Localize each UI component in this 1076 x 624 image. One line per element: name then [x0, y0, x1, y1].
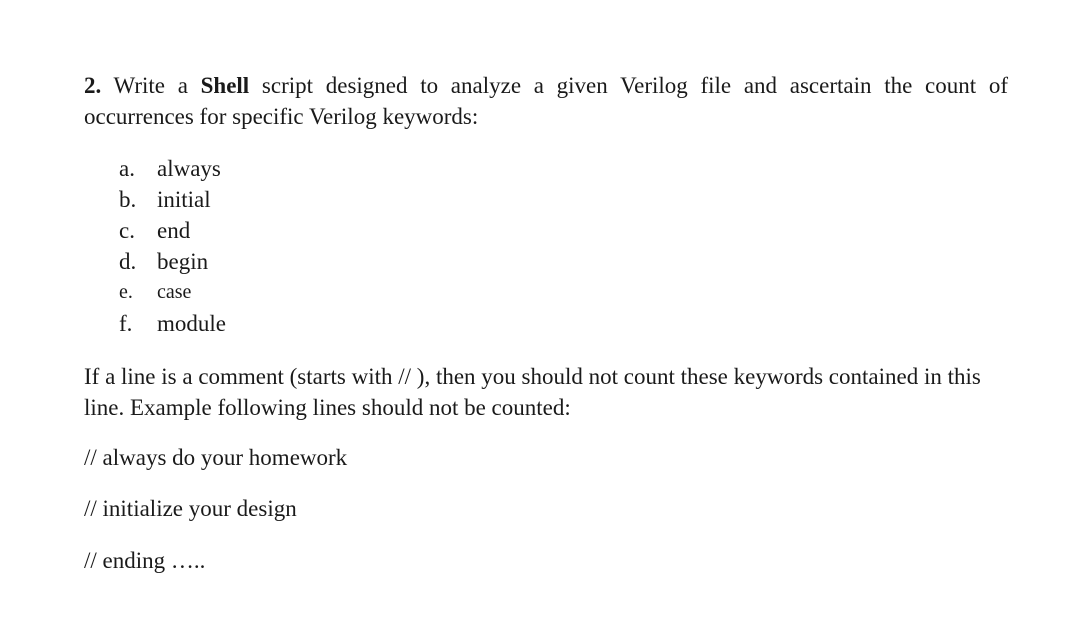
keyword-item-end [119, 215, 226, 246]
keyword-item-begin [119, 246, 226, 277]
comment-note-paragraph: If a line is a comment (starts with // ), then you should not count these keywords contained in this line. Example following lines should not be counted: [84, 364, 981, 420]
example-comment-line: // ending ….. [84, 548, 206, 573]
keyword-marker: a. [119, 156, 135, 181]
keyword-text: always [157, 156, 221, 181]
keyword-marker: b. [119, 187, 137, 212]
keyword-item-always [119, 153, 226, 184]
keyword-marker: d. [119, 249, 137, 274]
example-comment-line: // initialize your design [84, 496, 297, 521]
question-paragraph [84, 70, 1008, 132]
keyword-item-initial [119, 184, 226, 215]
question-bold-word: Shell [200, 73, 250, 98]
keyword-text: module [157, 311, 226, 336]
keyword-text: end [157, 218, 191, 243]
example-comment-line: // always do your homework [84, 445, 348, 470]
keyword-item-module [119, 308, 226, 339]
question-suffix: script designed to analyze a given Verilog file and ascertain the count of occurrences for specific Verilog keywords: [84, 73, 1008, 129]
keyword-text: begin [157, 249, 209, 274]
keyword-marker: c. [119, 218, 135, 243]
keyword-list [119, 153, 226, 339]
keyword-item-case [119, 277, 226, 308]
keyword-text: case [157, 281, 192, 303]
keyword-marker: f. [119, 311, 133, 336]
keyword-marker: e. [119, 281, 133, 303]
keyword-text: initial [157, 187, 211, 212]
question-number: 2. [84, 73, 102, 98]
question-prefix: Write a [101, 73, 201, 98]
